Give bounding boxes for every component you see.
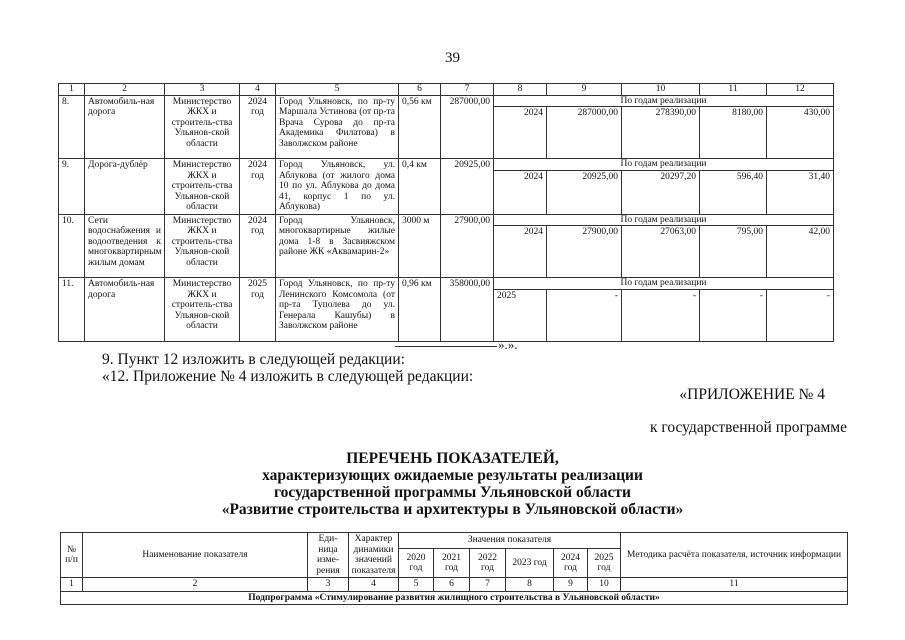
document-title-line: государственной программы Ульяновской области [274,484,631,501]
by-years-note: По годам реализации [494,214,834,226]
responsible-ministry: Министерство ЖКХ и строитель-ства Ульянов-ской области [165,278,240,342]
object-cost: 27900,00 [441,214,494,278]
num-cell: 4 [349,578,399,592]
object-cost: 20925,00 [441,159,494,215]
num-cell: 10 [588,578,621,592]
start-year: 2025 год [240,278,276,342]
impl-year: 2024 [494,107,547,159]
year-cell: 2021 год [434,549,470,578]
num-cell: 3 [308,578,349,592]
by-years-note: По годам реализации [494,95,834,107]
appendix-title: «ПРИЛОЖЕНИЕ № 4 [679,386,825,403]
col-method: Методика расчёта показателя, источник информации [621,533,848,578]
table-row [59,214,834,226]
year-cell: 2024 год [554,549,588,578]
indicators-header-row [61,533,848,549]
table-row [59,278,834,290]
object-cost: 287000,00 [441,95,494,159]
impl-year: 2024 [494,170,547,214]
year-cell: 2023 год [506,549,554,578]
value-cell: 42,00 [767,226,834,278]
page-number: 39 [445,50,460,66]
value-cell: 27900,00 [547,226,622,278]
header-cell: 9 [547,84,622,96]
impl-year: 2024 [494,226,547,278]
document-title-line: характеризующих ожидаемые результаты реализации [262,467,643,484]
object-cost: 358000,00 [441,278,494,342]
num-cell: 6 [434,578,470,592]
row-number: 9. [59,159,85,215]
table-row [59,159,834,171]
num-cell: 8 [506,578,554,592]
header-cell: 5 [276,84,399,96]
object-capacity: 3000 м [399,214,441,278]
appendix-subtitle: к государственной программе [649,419,847,436]
by-years-note: По годам реализации [494,159,834,171]
col-dynamics: Характер динамики значений показателя [349,533,399,578]
header-cell: 6 [399,84,441,96]
start-year: 2024 год [240,95,276,159]
closing-quote-marks: ».». [498,337,518,352]
subprogram-title: Подпрограмма «Стимулирование развития жилищного строительства в Ульяновской области» [61,591,848,605]
object-name: Автомобиль-ная дорога [85,278,165,342]
num-cell: 2 [83,578,308,592]
object-name: Автомобиль-ная дорога [85,95,165,159]
col-values: Значения показателя [399,533,621,549]
year-cell: 2020 год [399,549,434,578]
indicators-number-row [61,578,848,592]
value-cell: - [700,289,767,341]
num-cell: 5 [399,578,434,592]
responsible-ministry: Министерство ЖКХ и строитель-ства Ульянов-ской области [165,159,240,215]
value-cell: 795,00 [700,226,767,278]
value-cell: 278390,00 [622,107,700,159]
object-capacity: 0,56 км [399,95,441,159]
header-cell: 8 [494,84,547,96]
col-indicator-name: Наименование показателя [83,533,308,578]
col-number: № п/п [61,533,83,578]
object-location: Город Ульяновск, многоквартирные жилые дома 1-8 в Засвияжском районе ЖК «Аквамарин-2» [276,214,399,278]
row-number: 11. [59,278,85,342]
value-cell: 20297,20 [622,170,700,214]
header-cell: 12 [767,84,834,96]
header-cell: 7 [441,84,494,96]
num-cell: 11 [621,578,848,592]
object-capacity: 0,4 км [399,159,441,215]
object-capacity: 0,96 км [399,278,441,342]
document-title: ПЕРЕЧЕНЬ ПОКАЗАТЕЛЕЙ, [346,450,559,467]
year-cell: 2025 год [588,549,621,578]
blank-signature-line [395,346,497,347]
header-cell: 2 [85,84,165,96]
num-cell: 9 [554,578,588,592]
table1-header-row [59,84,834,96]
header-cell: 4 [240,84,276,96]
object-location: Город Ульяновск, по пр-ту Маршала Устинова (от пр-та Врача Сурова до пр-та Академика Филатова) в Заволжском районе [276,95,399,159]
year-cell: 2022 год [470,549,506,578]
object-location: Город Ульяновск, по пр-ту Ленинского Комсомола (от пр-та Туполева до ул. Генерала Кашубы) в Заволжском районе [276,278,399,342]
responsible-ministry: Министерство ЖКХ и строитель-ства Ульянов-ской области [165,95,240,159]
value-cell: 430,00 [767,107,834,159]
value-cell: - [622,289,700,341]
paragraph-item-12: «12. Приложение № 4 изложить в следующей редакции: [102,368,474,385]
object-name: Сети водоснабжения и водоотведения к многоквартирным жилым домам [85,214,165,278]
object-location: Город Ульяновск, ул. Аблукова (от жилого дома 10 по ул. Аблукова до дома 41, корпус 1 по ул. Аблукова) [276,159,399,215]
paragraph-item-9: 9. Пункт 12 изложить в следующей редакции: [102,351,405,368]
header-cell: 3 [165,84,240,96]
col-unit: Еди-ница изме-рения [308,533,349,578]
investment-projects-table [58,83,834,342]
row-number: 10. [59,214,85,278]
value-cell: - [767,289,834,341]
value-cell: 287000,00 [547,107,622,159]
value-cell: 27063,00 [622,226,700,278]
value-cell: 20925,00 [547,170,622,214]
num-cell: 1 [61,578,83,592]
row-number: 8. [59,95,85,159]
value-cell: 31,40 [767,170,834,214]
object-name: Дорога-дублёр [85,159,165,215]
table-row [59,95,834,107]
num-cell: 7 [470,578,506,592]
indicators-table [60,532,848,605]
by-years-note: По годам реализации [494,278,834,290]
start-year: 2024 год [240,159,276,215]
value-cell: 596,40 [700,170,767,214]
header-cell: 1 [59,84,85,96]
header-cell: 10 [622,84,700,96]
document-title-line: «Развитие строительства и архитектуры в Ульяновской области» [221,501,684,518]
responsible-ministry: Министерство ЖКХ и строитель-ства Ульянов-ской области [165,214,240,278]
value-cell: - [547,289,622,341]
subprogram-row [61,591,848,605]
value-cell: 8180,00 [700,107,767,159]
impl-year: 2025 [494,289,547,341]
header-cell: 11 [700,84,767,96]
start-year: 2024 год [240,214,276,278]
